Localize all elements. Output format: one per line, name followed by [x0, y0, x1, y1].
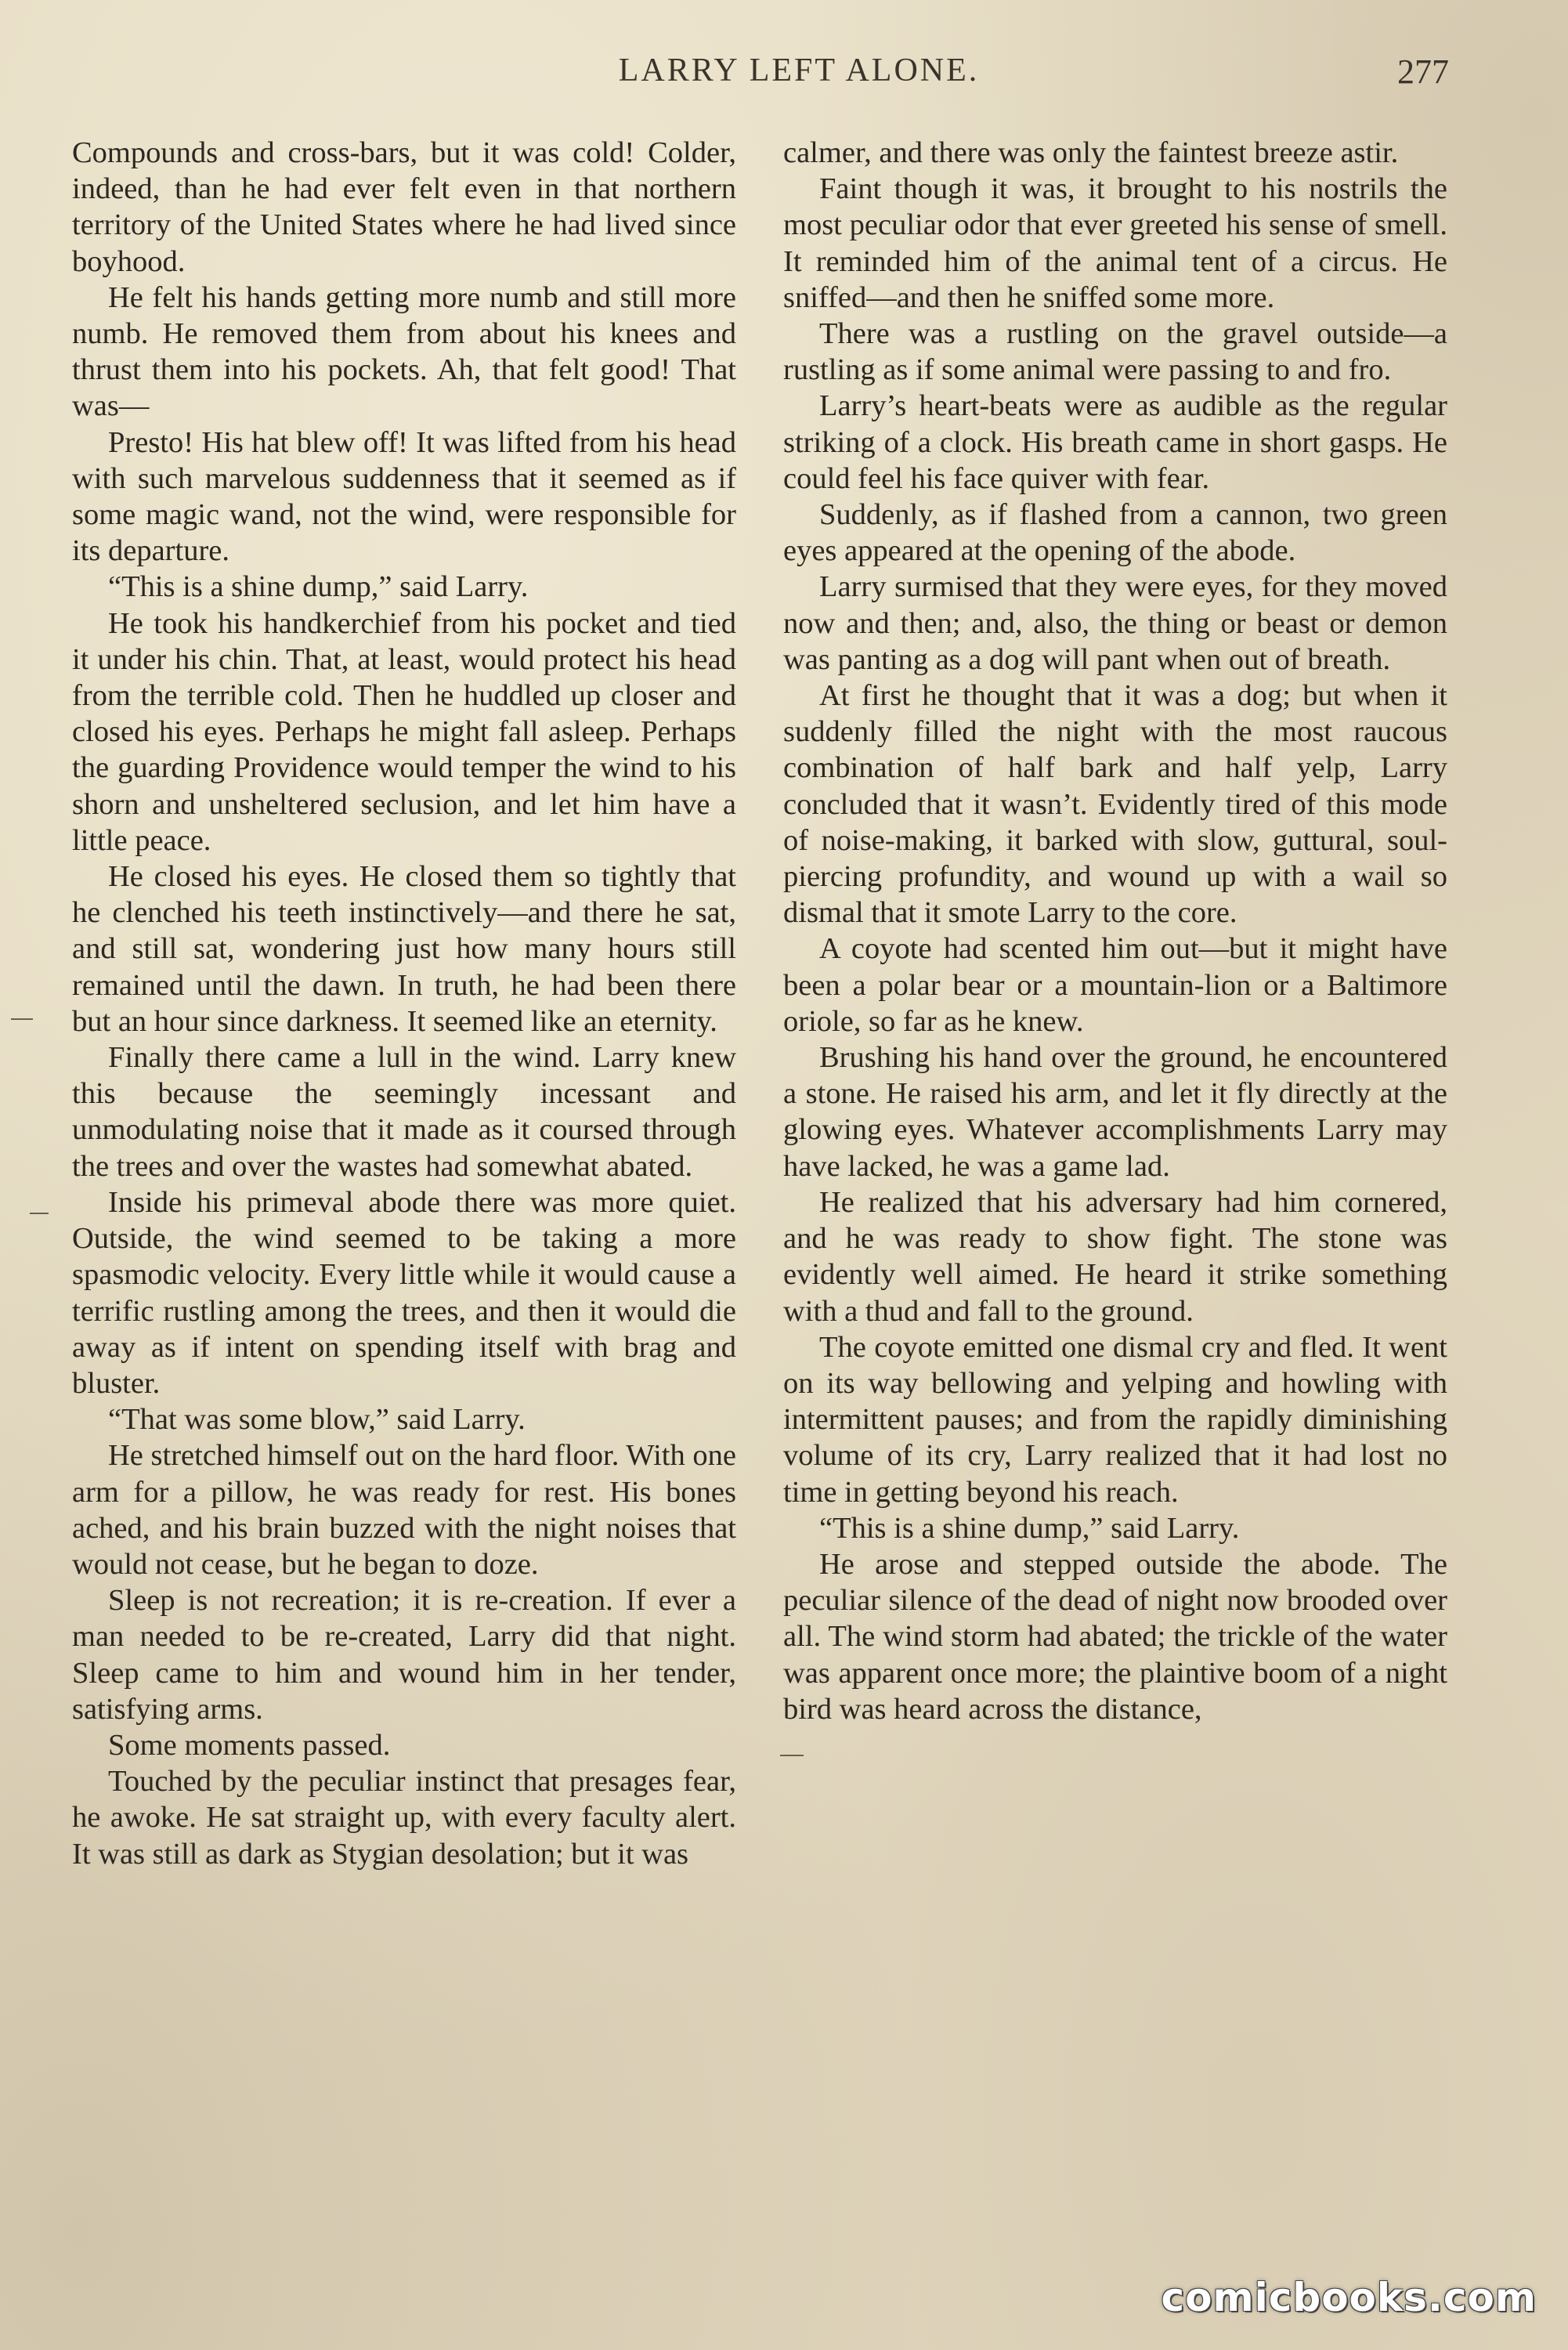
running-head: LARRY LEFT ALONE.: [618, 52, 980, 89]
paragraph: He closed his eyes. He closed them so tightly that he clenched his teeth instinctively—and there he sat, and still sat, wondering just how many hours still remained until the dawn. In truth, he had been there but an hour since darkness. It seemed like an eternity.: [72, 860, 736, 1038]
margin-mark: [780, 1755, 804, 1756]
paragraph: Sleep is not recreation; it is re-creation. If ever a man needed to be re-created, Larry did that night. Sleep came to him and wound him in her tender, satisfying arms.: [72, 1584, 736, 1726]
page-header: [0, 52, 1568, 107]
paragraph: Presto! His hat blew off! It was lifted from his head with such marvelous suddenness that it seemed as if some magic wand, not the wind, were responsible for its departure.: [72, 425, 736, 568]
paragraph: Suddenly, as if flashed from a cannon, two green eyes appeared at the opening of the abode.: [783, 498, 1447, 568]
margin-mark: [30, 1213, 49, 1214]
paragraph: He stretched himself out on the hard floor. With one arm for a pillow, he was ready for rest. His bones ached, and his brain buzzed with the night noises that would not cease, but he began to doze.: [72, 1439, 736, 1581]
paragraph: Some moments passed.: [108, 1728, 391, 1762]
paragraph: He felt his hands getting more numb and still more numb. He removed them from about his knees and thrust them into his pockets. Ah, that felt good! That was—: [72, 280, 736, 423]
paragraph: He realized that his adversary had him cornered, and he was ready to show fight. The stone was evidently well aimed. He heard it strike something with a thud and fall to the ground.: [783, 1185, 1447, 1328]
page-number: 277: [1397, 52, 1449, 91]
paragraph: Compounds and cross-bars, but it was cold! Colder, indeed, than he had ever felt even in that northern territory of the United States where he had lived since boyhood.: [72, 136, 736, 278]
paragraph: Touched by the peculiar instinct that presages fear, he awoke. He sat straight up, with every faculty alert. It was still as dark as Stygian desolation; but it was: [72, 1765, 736, 1871]
margin-mark: [11, 1018, 33, 1020]
paragraph: Brushing his hand over the ground, he encountered a stone. He raised his arm, and let it fly directly at the glowing eyes. Whatever accomplishments Larry may have lacked, he was a game lad.: [783, 1041, 1447, 1183]
right-column: [783, 135, 1447, 1727]
paragraph: A coyote had scented him out—but it might have been a polar bear or a mountain-lion or a Baltimore oriole, so far as he knew.: [783, 932, 1447, 1038]
watermark: comicbooks.com: [1161, 2275, 1537, 2320]
paragraph: Faint though it was, it brought to his nostrils the most peculiar odor that ever greeted his sense of smell. It reminded him of the animal tent of a circus. He sniffed—and then he sniffed some more.: [783, 172, 1447, 314]
left-column: [72, 135, 736, 1872]
paragraph: He arose and stepped outside the abode. The peculiar silence of the dead of night now brooded over all. The wind storm had abated; the trickle of the water was apparent once more; the plaintive boom of a night bird was heard across the distance,: [783, 1547, 1447, 1726]
paragraph: “This is a shine dump,” said Larry.: [108, 570, 529, 604]
paragraph: The coyote emitted one dismal cry and fled. It went on its way bellowing and yelping and howling with intermittent pauses; and from the rapidly diminishing volume of its cry, Larry realized that it had lost no time in getting beyond his reach.: [783, 1330, 1447, 1509]
paragraph: There was a rustling on the gravel outside—a rustling as if some animal were passing to and fro.: [783, 317, 1447, 387]
paragraph: He took his handkerchief from his pocket and tied it under his chin. That, at least, would protect his head from the terrible cold. Then he huddled up closer and closed his eyes. Perhaps he might fall asleep. Perhaps the guarding Providence would temper the wind to his shorn and unsheltered seclusion, and let him have a little peace.: [72, 606, 736, 857]
paragraph: At first he thought that it was a dog; but when it suddenly filled the night with the most raucous combination of half bark and half yelp, Larry concluded that it wasn’t. Evidently tired of this mode of noise-making, it barked with slow, guttural, soul-piercing profundity, and wound up with a wail so dismal that it smote Larry to the core.: [783, 679, 1447, 930]
paragraph: Larry surmised that they were eyes, for they moved now and then; and, also, the thing or beast or demon was panting as a dog will pant when out of breath.: [783, 570, 1447, 676]
paragraph: Inside his primeval abode there was more quiet. Outside, the wind seemed to be taking a more spasmodic velocity. Every little while it would cause a terrific rustling among the trees, and then it would die away as if intent on spending itself with brag and bluster.: [72, 1185, 736, 1400]
paragraph: Finally there came a lull in the wind. Larry knew this because the seemingly incessant and unmodulating noise that it made as it coursed through the trees and over the wastes had somewhat abated.: [72, 1041, 736, 1183]
paragraph: “This is a shine dump,” said Larry.: [819, 1511, 1240, 1545]
paragraph: calmer, and there was only the faintest breeze astir.: [783, 136, 1399, 169]
paragraph: “That was some blow,” said Larry.: [108, 1403, 526, 1437]
paragraph: Larry’s heart-beats were as audible as the regular striking of a clock. His breath came in short gasps. He could feel his face quiver with fear.: [783, 389, 1447, 495]
